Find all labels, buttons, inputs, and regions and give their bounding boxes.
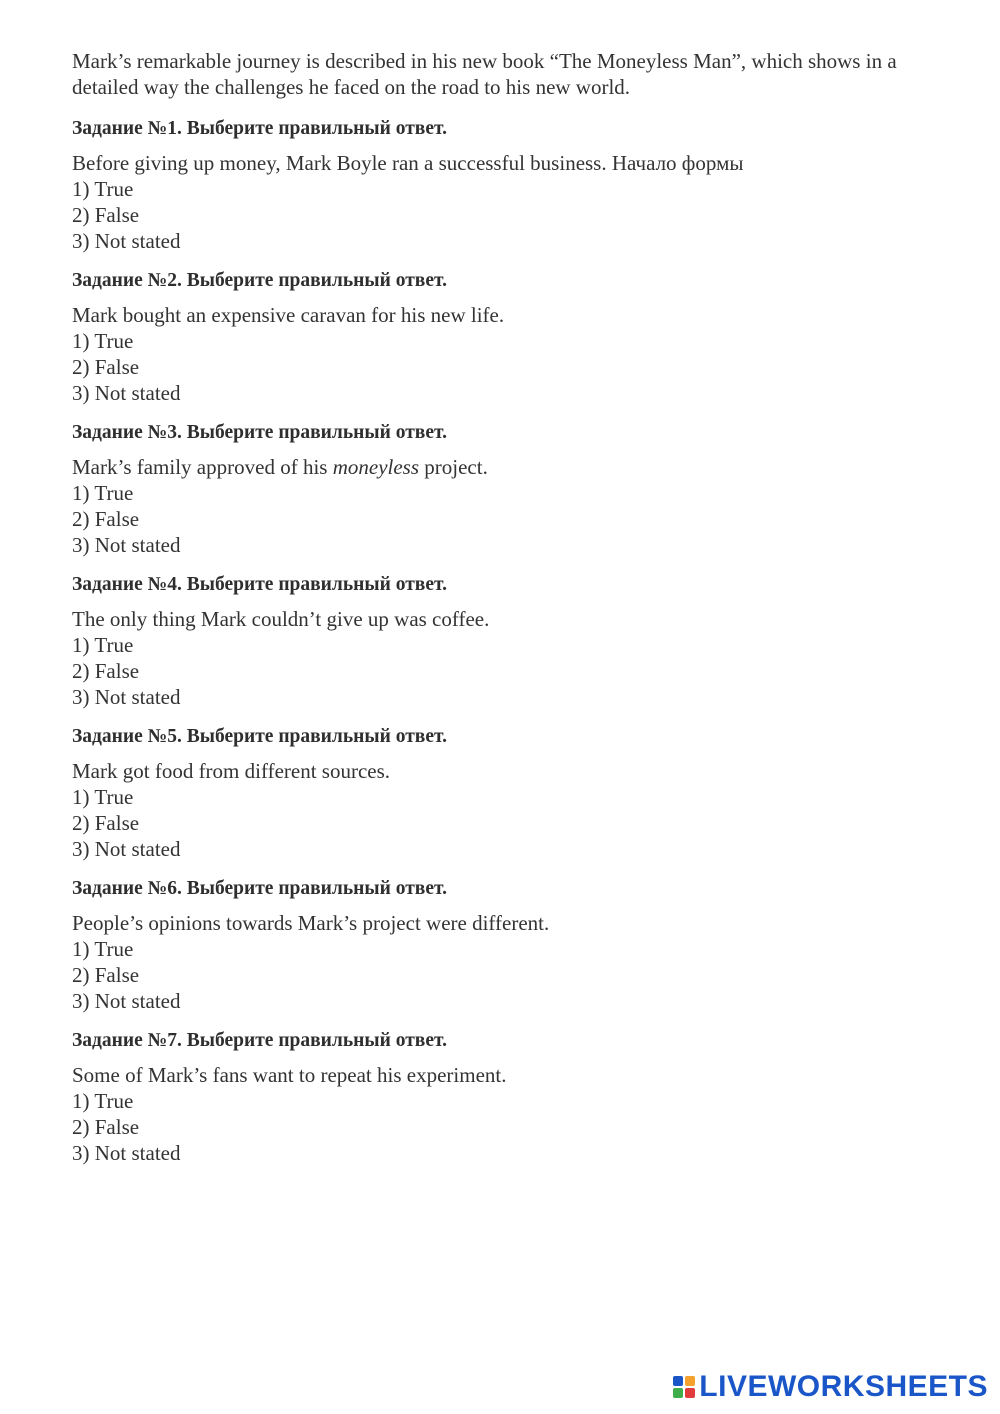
option-false[interactable]: 2) False [72,811,140,835]
task-title: Задание №6. Выберите правильный ответ. [72,878,447,899]
logo-text: LIVEWORKSHEETS [699,1370,988,1403]
option-true[interactable]: 1) True [72,1089,134,1113]
task-statement: Mark got food from different sources. [72,759,391,783]
option-false[interactable]: 2) False [72,355,140,379]
task-statement: The only thing Mark couldn’t give up was coffee. [72,607,490,631]
option-true[interactable]: 1) True [72,329,134,353]
option-true[interactable]: 1) True [72,785,134,809]
option-false[interactable]: 2) False [72,203,140,227]
task-5 [72,724,962,862]
task-1 [72,116,962,254]
option-true[interactable]: 1) True [72,937,134,961]
liveworksheets-logo [673,1372,988,1402]
option-not-stated[interactable]: 3) Not stated [72,989,181,1013]
logo-tile [685,1388,695,1398]
task-4 [72,572,962,710]
task-statement: People’s opinions towards Mark’s project were different. [72,911,550,935]
task-3 [72,420,962,558]
option-false[interactable]: 2) False [72,1115,140,1139]
logo-tile [673,1376,683,1386]
task-title: Задание №2. Выберите правильный ответ. [72,270,447,291]
logo-tile [685,1376,695,1386]
option-not-stated[interactable]: 3) Not stated [72,1141,181,1165]
option-true[interactable]: 1) True [72,177,134,201]
option-not-stated[interactable]: 3) Not stated [72,229,181,253]
task-title: Задание №4. Выберите правильный ответ. [72,574,447,595]
liveworksheets-logo-icon [673,1376,695,1398]
option-true[interactable]: 1) True [72,633,134,657]
task-title: Задание №3. Выберите правильный ответ. [72,422,447,443]
task-title: Задание №1. Выберите правильный ответ. [72,118,447,139]
option-not-stated[interactable]: 3) Not stated [72,533,181,557]
task-statement: Before giving up money, Mark Boyle ran a successful business. Начало формы [72,151,744,175]
task-title: Задание №7. Выберите правильный ответ. [72,1030,447,1051]
worksheet-page [72,48,962,1180]
option-not-stated[interactable]: 3) Not stated [72,381,181,405]
statement-italic-word: moneyless [332,455,420,479]
statement-text: Mark’s family approved of his [72,455,333,479]
task-statement: Some of Mark’s fans want to repeat his experiment. [72,1063,507,1087]
task-6 [72,876,962,1014]
logo-tile [673,1388,683,1398]
task-7 [72,1028,962,1166]
task-statement: Mark bought an expensive caravan for his new life. [72,303,505,327]
option-false[interactable]: 2) False [72,659,140,683]
option-not-stated[interactable]: 3) Not stated [72,685,181,709]
task-2 [72,268,962,406]
option-not-stated[interactable]: 3) Not stated [72,837,181,861]
task-title: Задание №5. Выберите правильный ответ. [72,726,447,747]
intro-paragraph: Mark’s remarkable journey is described in his new book “The Moneyless Man”, which shows in a detailed way the challenges he faced on the road to his new world. [72,49,897,99]
option-false[interactable]: 2) False [72,963,140,987]
option-true[interactable]: 1) True [72,481,134,505]
statement-text: project. [419,455,488,479]
option-false[interactable]: 2) False [72,507,140,531]
task-statement [72,454,962,480]
